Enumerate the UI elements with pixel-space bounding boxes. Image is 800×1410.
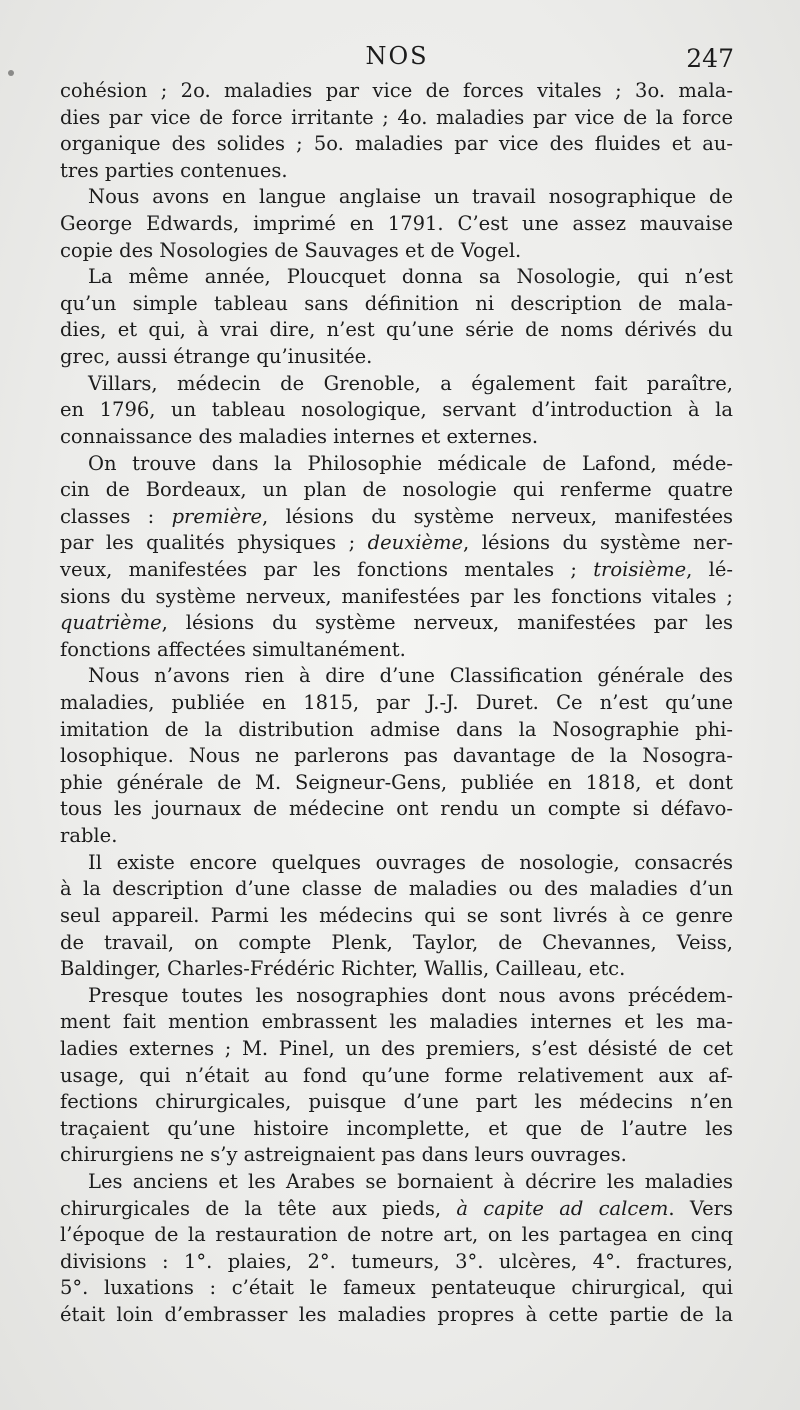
italic-term: première xyxy=(171,504,263,528)
text-line: chirurgiens ne s’y astreignaient pas dans leurs ouvrages. xyxy=(60,1143,627,1167)
text-line: imitation de la distribution admise dans la Nosographie phi- xyxy=(60,717,733,741)
text-line: cin de Bordeaux, un plan de nosologie qui renferme quatre xyxy=(60,478,733,502)
text-line: ment fait mention embrassent les maladies internes et les ma- xyxy=(60,1010,733,1034)
page-number: 247 xyxy=(686,44,734,73)
text-line: l’époque de la restauration de notre art, on les partagea en cinq xyxy=(60,1223,733,1247)
text-line: tous les journaux de médecine ont rendu un compte si défavo- xyxy=(60,797,733,821)
text-line: La même année, Ploucquet donna sa Nosologie, qui n’est xyxy=(88,265,733,289)
text-line: tres parties contenues. xyxy=(60,158,288,182)
text-line: dies, et qui, à vrai dire, n’est qu’une série de noms dérivés du xyxy=(60,318,733,342)
text-line: par les qualités physiques ; deuxième, lésions du système ner- xyxy=(60,531,733,555)
text-line: était loin d’embrasser les maladies propres à cette partie de la xyxy=(60,1303,733,1327)
text-line: George Edwards, imprimé en 1791. C’est une assez mauvaise xyxy=(60,212,733,236)
text-line: divisions : 1°. plaies, 2°. tumeurs, 3°. ulcères, 4°. fractures, xyxy=(60,1249,733,1273)
text-line: seul appareil. Parmi les médecins qui se sont livrés à ce genre xyxy=(60,903,733,927)
text-line: grec, aussi étrange qu’inusitée. xyxy=(60,345,373,369)
text-line: Les anciens et les Arabes se bornaient à décrire les maladies xyxy=(88,1169,733,1193)
text-line: veux, manifestées par les fonctions mentales ; troisième, lé- xyxy=(60,557,733,581)
text-line: usage, qui n’était au fond qu’une forme relativement aux af- xyxy=(60,1063,733,1087)
text-line: quatrième, lésions du système nerveux, manifestées par les xyxy=(60,611,733,635)
text-line: fonctions affectées simultanément. xyxy=(60,637,406,661)
body-text xyxy=(60,78,733,1329)
italic-term: à capite ad calcem xyxy=(456,1196,669,1220)
text-line: ladies externes ; M. Pinel, un des premiers, s’est désisté de cet xyxy=(60,1036,733,1060)
italic-term: troisième xyxy=(593,557,687,581)
text-line: cohésion ; 2o. maladies par vice de forces vitales ; 3o. mala- xyxy=(60,79,733,102)
text-line: phie générale de M. Seigneur-Gens, publiée en 1818, et dont xyxy=(60,770,733,794)
text-line: de travail, on compte Plenk, Taylor, de Chevannes, Veiss, xyxy=(60,930,733,954)
text-line: losophique. Nous ne parlerons pas davantage de la Nosogra- xyxy=(60,744,733,768)
text-line: dies par vice de force irritante ; 4o. maladies par vice de la force xyxy=(60,105,733,129)
text-line: On trouve dans la Philosophie médicale de Lafond, méde- xyxy=(88,451,733,475)
text-line: maladies, publiée en 1815, par J.-J. Duret. Ce n’est qu’une xyxy=(60,691,733,715)
text-line: copie des Nosologies de Sauvages et de Vogel. xyxy=(60,238,522,262)
text-line: sions du système nerveux, manifestées par les fonctions vitales ; xyxy=(60,584,733,608)
text-line: Il existe encore quelques ouvrages de nosologie, consacrés xyxy=(88,850,733,874)
text-line: Presque toutes les nosographies dont nous avons précédem- xyxy=(88,983,733,1007)
text-line: à la description d’une classe de maladies ou des maladies d’un xyxy=(60,877,733,901)
text-line: en 1796, un tableau nosologique, servant d’introduction à la xyxy=(60,398,733,422)
italic-term: deuxième xyxy=(367,531,464,555)
italic-term: quatrième xyxy=(60,611,162,635)
text-line: Baldinger, Charles-Frédéric Richter, Wallis, Cailleau, etc. xyxy=(60,957,626,981)
text-line: fections chirurgicales, puisque d’une part les médecins n’en xyxy=(60,1090,733,1114)
running-head: NOS xyxy=(365,42,429,70)
page-header xyxy=(60,42,734,76)
text-line: Nous n’avons rien à dire d’une Classification générale des xyxy=(88,664,733,688)
margin-speck xyxy=(8,70,14,76)
text-line: organique des solides ; 5o. maladies par vice des fluides et au- xyxy=(60,132,733,156)
text-line: rable. xyxy=(60,824,118,848)
text-line: classes : première, lésions du système nerveux, manifestées xyxy=(60,504,733,528)
text-line: connaissance des maladies internes et externes. xyxy=(60,424,539,448)
text-line: Villars, médecin de Grenoble, a également fait paraître, xyxy=(88,371,733,395)
text-line: 5°. luxations : c’était le fameux pentateuque chirurgical, qui xyxy=(60,1276,733,1300)
text-line: traçaient qu’une histoire incomplette, et que de l’autre les xyxy=(60,1116,733,1140)
text-line: chirurgicales de la tête aux pieds, à capite ad calcem. Vers xyxy=(60,1196,733,1220)
text-line: qu’un simple tableau sans définition ni description de mala- xyxy=(60,291,733,315)
text-line: Nous avons en langue anglaise un travail nosographique de xyxy=(88,185,733,209)
